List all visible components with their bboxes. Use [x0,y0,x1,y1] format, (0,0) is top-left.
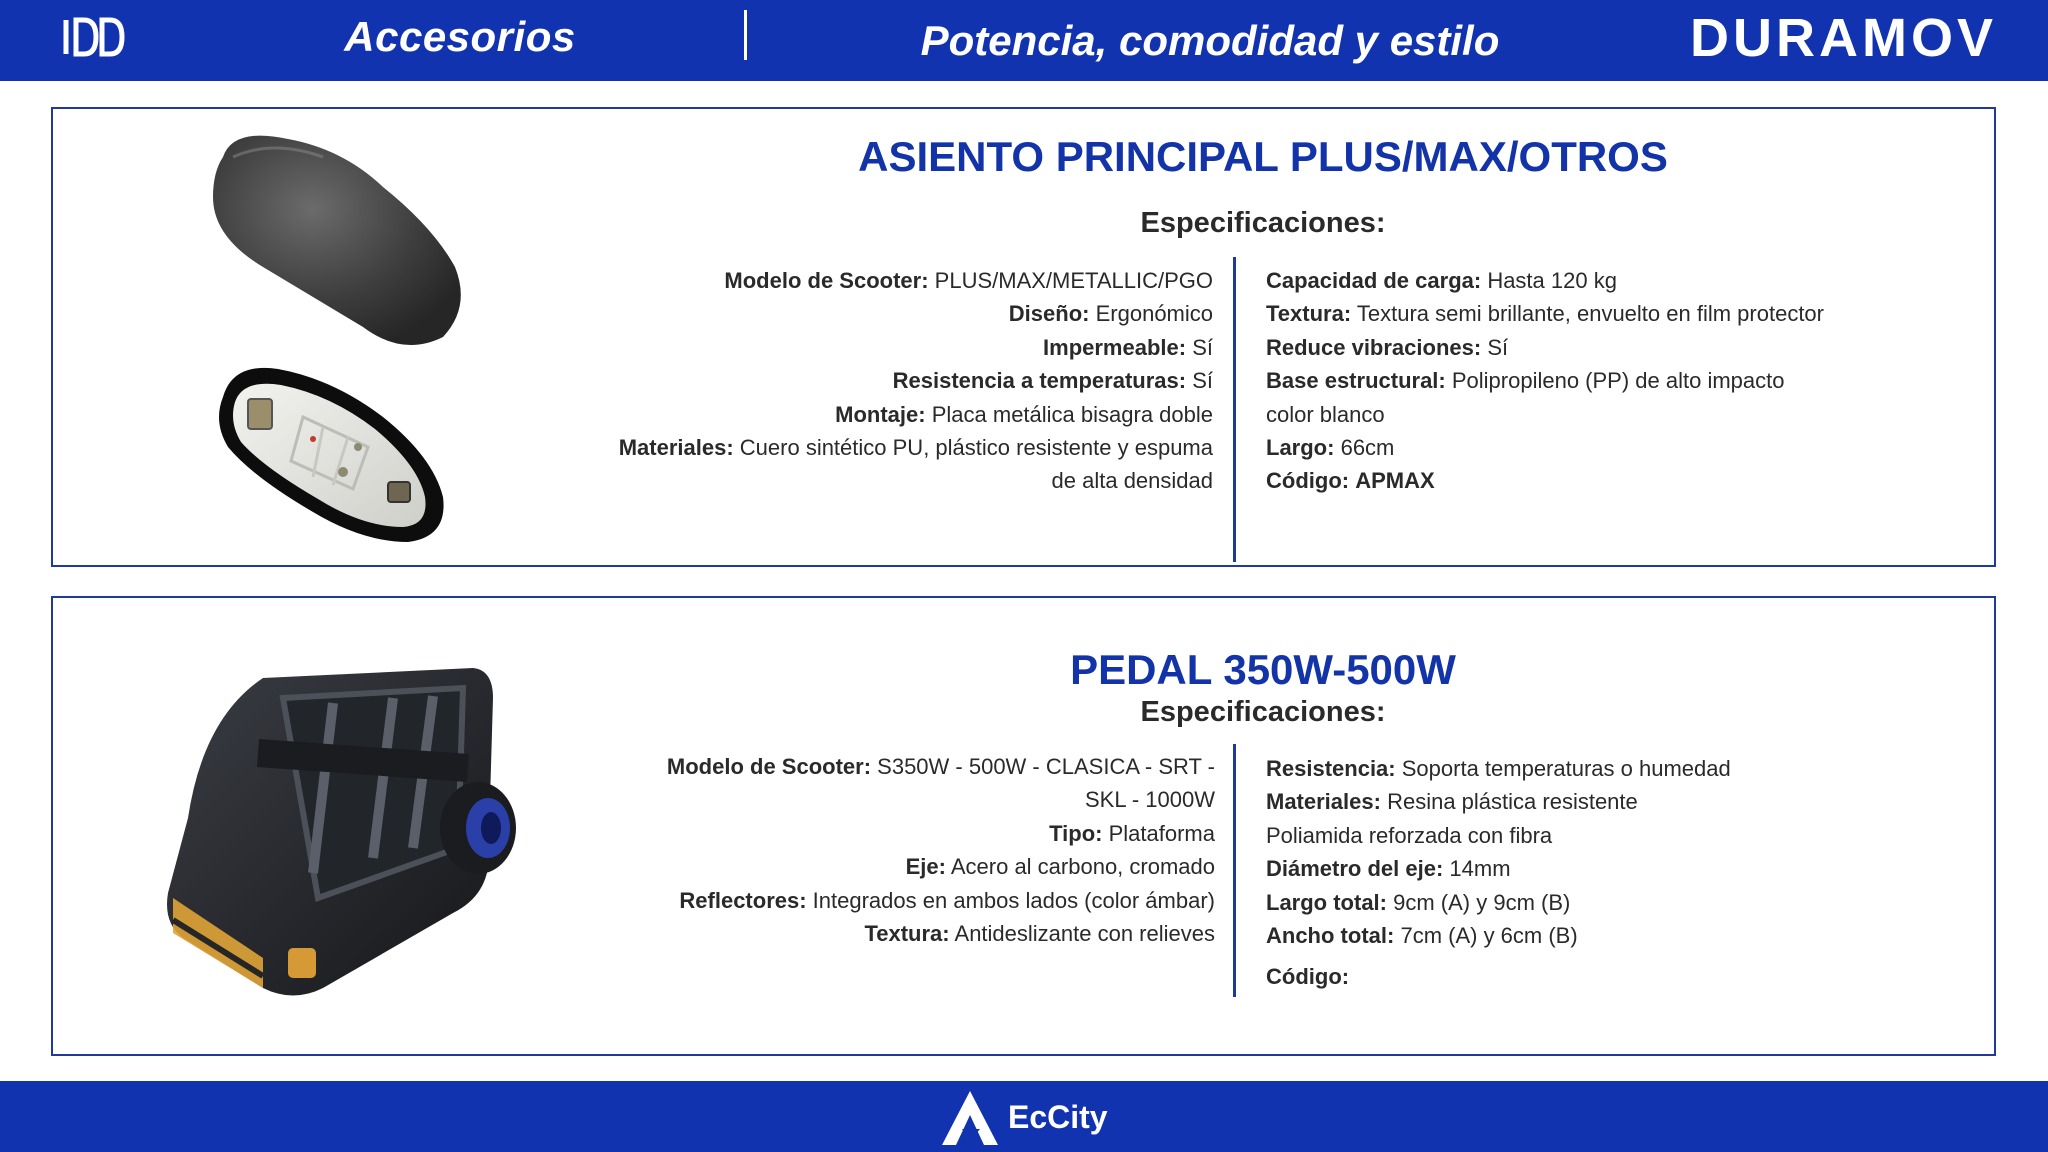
spec-line: Textura: Textura semi brillante, envuelto en film protector [1266,301,1824,327]
spec-line: SKL - 1000W [1084,787,1215,813]
spec-line: Reflectores: Integrados en ambos lados (color ámbar) [679,887,1215,913]
header-bar [0,0,2048,81]
specs-heading: Especificaciones: [1140,696,1386,728]
product-card-seat [51,107,1996,567]
eccity-logo-icon [940,1089,1000,1147]
spec-line: Eje: Acero al carbono, cromado [905,854,1215,880]
product-title: PEDAL 350W-500W [1070,646,1456,693]
footer-brand: EcCity [1008,1099,1108,1135]
brand-monogram-icon [62,14,134,60]
seat-product-image [193,117,533,557]
spec-line: Diseño: Ergonómico [1008,301,1213,327]
spec-line-code: Código: APMAX [1266,468,1435,494]
spec-line: Ancho total: 7cm (A) y 6cm (B) [1266,923,1578,949]
spec-line: color blanco [1266,401,1385,427]
product-card-pedal [51,596,1996,1056]
spec-line: Textura: Antideslizante con relieves [864,921,1215,947]
spec-line: Tipo: Plataforma [1049,820,1215,846]
spec-line: Resistencia a temperaturas: Sí [892,368,1213,394]
spec-line: Impermeable: Sí [1043,334,1213,360]
spec-line: Materiales: Cuero sintético PU, plástico resistente y espuma [618,435,1213,461]
pedal-product-image [143,658,563,1018]
spec-line: Diámetro del eje: 14mm [1266,856,1511,882]
header-divider [744,10,747,60]
spec-line: Largo total: 9cm (A) y 9cm (B) [1266,889,1571,915]
specs-heading: Especificaciones: [1140,207,1386,239]
spec-line: Capacidad de carga: Hasta 120 kg [1266,268,1617,293]
spec-line: Montaje: Placa metálica bisagra doble [835,401,1213,427]
spec-line: Reduce vibraciones: Sí [1266,334,1509,360]
header-tagline: Potencia, comodidad y estilo [920,17,1500,64]
product-title: ASIENTO PRINCIPAL PLUS/MAX/OTROS [858,133,1668,180]
specs-divider [1233,257,1236,562]
spec-line-code: Código: [1266,964,1350,990]
spec-line: de alta densidad [1051,468,1213,494]
spec-line: Resistencia: Soporta temperaturas o humedad [1266,756,1731,781]
spec-line: Largo: 66cm [1266,435,1395,461]
brand-logo: DURAMOV [1690,8,1997,68]
spec-line: Materiales: Resina plástica resistente [1266,789,1638,815]
spec-line: Modelo de Scooter: S350W - 500W - CLASICA - SRT - [666,754,1215,779]
section-title: Accesorios [344,13,576,60]
specs-left-column [553,264,1213,498]
spec-line: Poliamida reforzada con fibra [1266,822,1553,848]
spec-line: Base estructural: Polipropileno (PP) de alto impacto [1266,368,1785,394]
specs-right-column [1266,264,1966,498]
footer-bar [0,1081,2048,1152]
spec-line: Modelo de Scooter: PLUS/MAX/METALLIC/PGO [724,268,1213,293]
specs-divider [1233,744,1236,997]
specs-right-column [1266,752,1966,994]
specs-left-column [553,750,1215,950]
